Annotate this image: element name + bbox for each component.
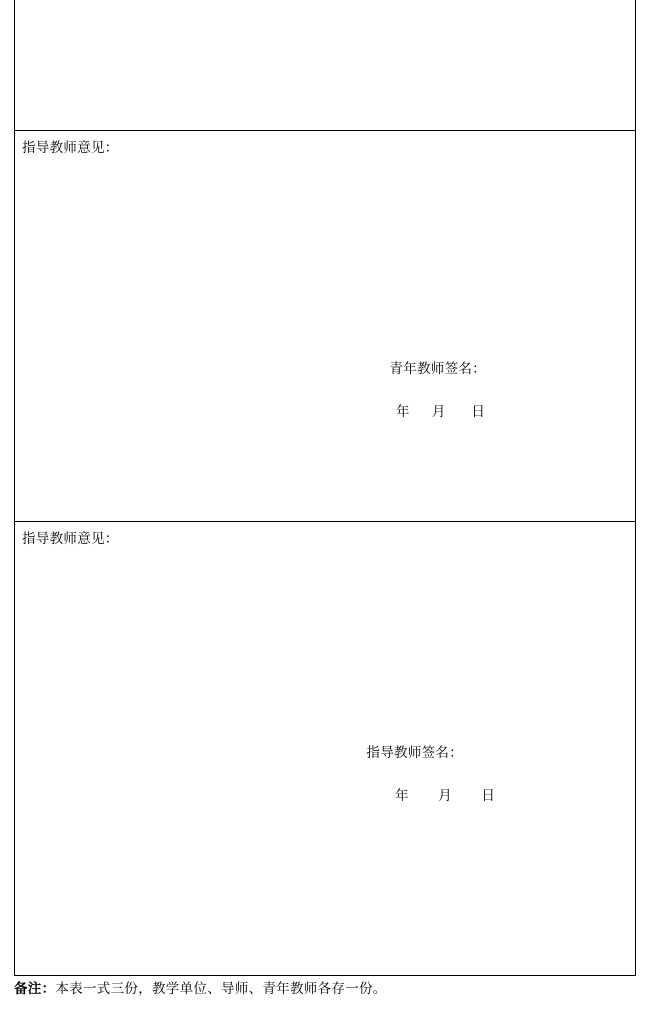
young-teacher-signature-block (360, 336, 486, 466)
footnote (14, 980, 387, 999)
young-teacher-date-line: 年 月 日 (396, 403, 486, 419)
form-row-mentor-opinion-1 (15, 131, 635, 522)
mentor-date-line: 年 月 日 (395, 787, 496, 803)
mentor-opinion-label-1: 指导教师意见： (22, 140, 119, 155)
mentor-signature-label: 指导教师签名： (366, 744, 464, 760)
footnote-text: 本表一式三份，教学单位、导师、青年教师各存一份。 (55, 981, 387, 996)
mentor-signature-block (337, 720, 495, 850)
mentor-opinion-label-2: 指导教师意见： (22, 531, 119, 546)
form-row-top (15, 0, 635, 131)
form-table (14, 0, 636, 976)
form-row-mentor-opinion-2 (15, 522, 635, 976)
footnote-prefix: 备注： (14, 981, 56, 996)
young-teacher-signature-label: 青年教师签名： (389, 360, 487, 376)
